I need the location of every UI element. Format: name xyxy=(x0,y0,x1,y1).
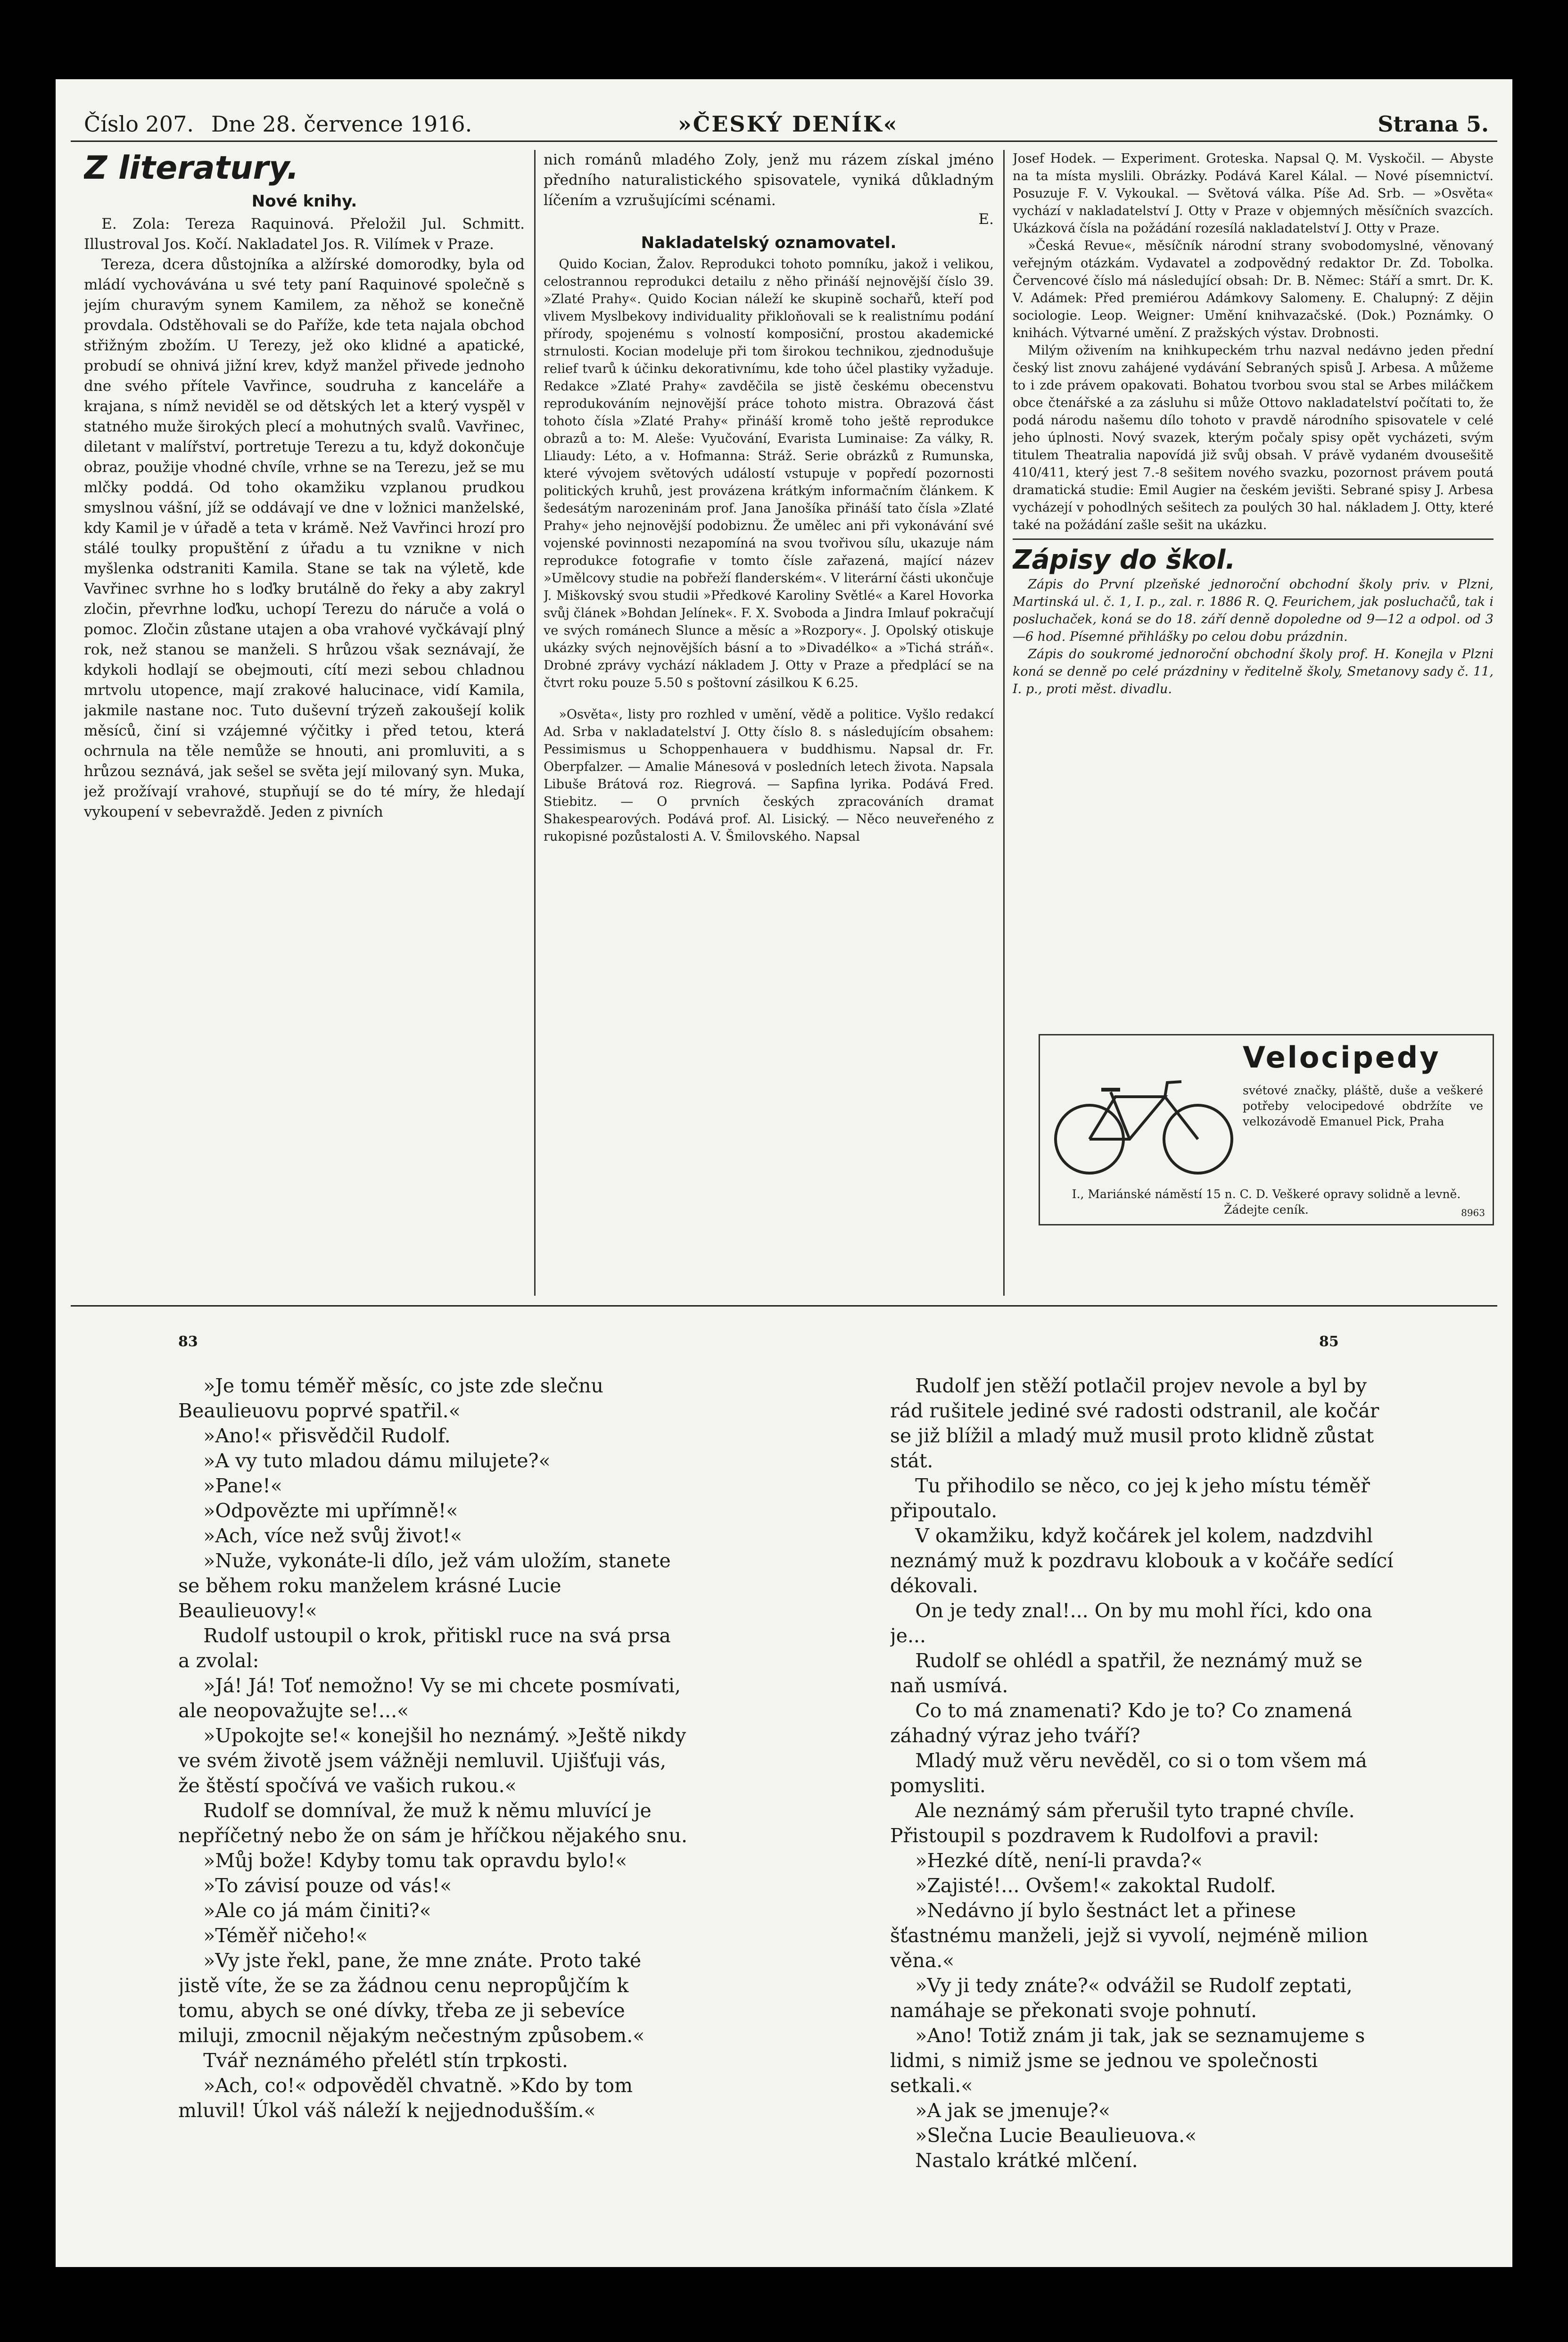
novel-paragraph: »Ano! Totiž znám ji tak, jak se seznamujeme s lidmi, s nimiž jsme se jednou ve společnosti setkali.« xyxy=(890,2024,1365,2097)
masthead: »ČESKÝ DENÍK« xyxy=(678,111,899,137)
subtitle-publisher-notices: Nakladatelský oznamovatel. xyxy=(641,233,897,252)
bottom-rule xyxy=(71,1305,1497,1307)
page-number: Strana 5. xyxy=(1378,111,1489,137)
novel-paragraph: »A jak se jmenuje?« xyxy=(915,2099,1111,2122)
novel-paragraph: »Vy jste řekl, pane, že mne znáte. Proto také jistě víte, že se za žádnou cenu nepropůjčím k tomu, abych se oné dívky, třeba ze ji sebevíce miluji, zmocnil nějakým nečestným způsobem.« xyxy=(178,1949,645,2047)
advertisement-code: 8963 xyxy=(1461,1207,1485,1218)
novel-paragraph: »To závisí pouze od vás!« xyxy=(203,1874,452,1897)
review-continuation: nich románů mladého Zoly, jenž mu rázem získal jméno předního naturalistického spisovatele, vyniká důkladným líčením a vzrušujícími scénami. xyxy=(544,151,994,209)
notice-osveta: »Osvěta«, listy pro rozhled v umění, vědě a politice. Vyšlo redakcí Ad. Srba v nakladatelství J. Otty číslo 8. s následujícím obsahem: Pessimismus u Schoppenhauera v buddhismu. Napsal dr. Fr. Oberpfalzer. — Amalie Mánesová v posledních letech života. Napsala Libuše Brátová roz. Riegrová. — Sapfina lyrika. Podává Fred. Stiebitz. — O prvních českých zpracováních dramat Shakespearových. Podává prof. Al. Lisický. — Něco neuveřeného z rukopisné pozůstalosti A. V. Šmilovského. Napsal xyxy=(544,707,994,844)
novel-page-number-right: 85 xyxy=(1319,1333,1339,1350)
notice-osveta-continued: Josef Hodek. — Experiment. Groteska. Napsal Q. M. Vyskočil. — Abyste na ta místa myslili. Obrázky. Podává Karel Kálal. — Nové písemnictví. Posuzuje F. V. Vykoukal. — Světová válka. Píše Ad. Srb. — »Osvěta« vychází v nakladatelství J. Otty v Praze v objemných měsíčních svazcích. Ukázková čísla na požádání rozesílá nakladatelství J. Otty v Praze. xyxy=(1013,151,1494,236)
novel-paragraph: »Ale co já mám činiti?« xyxy=(203,1899,431,1922)
novel-left-page xyxy=(178,1374,687,2246)
novel-paragraph: »Ach, více než svůj život!« xyxy=(203,1524,462,1547)
section-title-literature: Z literatury. xyxy=(84,150,299,187)
advertisement-address: I., Mariánské náměstí 15 n. C. D. Veškeré opravy solidně a levně. Žádejte ceník. xyxy=(1072,1187,1461,1217)
novel-paragraph: Rudolf ustoupil o krok, přitiskl ruce na svá prsa a zvolal: xyxy=(178,1624,671,1672)
notice-ceska-revue: »Česká Revue«, měsíčník národní strany svobodomyslné, věnovaný veřejným otázkám. Vydavatel a zodpovědný redaktor Dr. Zd. Tobolka. Červencové číslo má následující obsah: Dr. B. Němec: Stáří a smrt. Dr. K. V. Adámek: Před premiérou Adámkovy Salomeny. E. Chalupný: Z dějin sociologie. Leop. Weigner: Umění knihvazačské. (Dok.) Poznámky. O knihách. Výtvarné umění. Z pražských výstav. Drobnosti. xyxy=(1013,239,1494,340)
novel-paragraph: »Ach, co!« odpověděl chvatně. »Kdo by tom mluvil! Úkol váš náleží k nejjednodušším.« xyxy=(178,2074,633,2122)
novel-paragraph: »Pane!« xyxy=(203,1474,282,1497)
review-signature: E. xyxy=(978,211,994,228)
novel-paragraph: Nastalo krátké mlčení. xyxy=(915,2149,1138,2172)
novel-paragraph: »Téměř ničeho!« xyxy=(203,1924,368,1947)
book-entry: E. Zola: Tereza Raquinová. Přeložil Jul. Schmitt. Illustroval Jos. Kočí. Nakladatel Jos. R. Vilímek v Praze. xyxy=(84,215,525,253)
novel-paragraph: Ale neznámý sám přerušil tyto trapné chvíle. Přistoupil s pozdravem k Rudolfovi a pravil: xyxy=(890,1799,1355,1847)
novel-paragraph: »Vy ji tedy znáte?« odvážil se Rudolf zeptati, namáhaje se překonati svoje pohnutí. xyxy=(890,1974,1353,2022)
novel-paragraph: »Odpovězte mi upřímně!« xyxy=(203,1499,458,1522)
novel-paragraph: »Ano!« přisvědčil Rudolf. xyxy=(203,1424,451,1447)
novel-paragraph: »Můj bože! Kdyby tomu tak opravdu bylo!« xyxy=(203,1849,627,1872)
notice-arbes: Milým oživením na knihkupeckém trhu nazval nedávno jeden přední český list znovu zahájené vydávání Sebraných spisů J. Arbesa. A můžeme to i zde právem opakovati. Bohatou tvorbou svou stal se Arbes miláčkem obce čtenářské a za zásluhu si může Ottovo nakladatelství počítati to, že podá národu našemu dílo tohoto v pravdě národního spisovatele v celé jeho úplnosti. Nový svazek, kterým počaly spisy opět vycházeti, svým titulem Theatralia napovídá již svůj obsah. V právě vydaném dvousešitě 410/411, který jest 7.-8 sešitem nového svazku, pozornost právem poutá dramatická studie: Emil Augier na českém jevišti. Sebrané spisy J. Arbesa vycházejí v pohodlných sešitech za poulých 30 hal. nákladem J. Otty, které také na požádání zašle sešit na ukázku. xyxy=(1013,343,1494,532)
novel-paragraph: »Je tomu téměř měsíc, co jste zde slečnu Beaulieuovu poprvé spatřil.« xyxy=(178,1374,603,1422)
novel-paragraph: »Nedávno jí bylo šestnáct let a přinese šťastnému manželi, jejž si vyvolí, nejméně milion věna.« xyxy=(890,1899,1368,1972)
novel-paragraph: Tvář neznámého přelétl stín trpkosti. xyxy=(203,2049,568,2072)
novel-paragraph: Rudolf se ohlédl a spatřil, že neznámý muž se naň usmívá. xyxy=(890,1649,1362,1697)
novel-right-page xyxy=(890,1374,1399,2246)
novel-page-number-left: 83 xyxy=(178,1333,198,1350)
issue-date: Dne 28. července 1916. xyxy=(211,111,472,137)
advertisement-text: svétové značky, pláště, duše a veškeré potřeby velocipedové obdržíte ve velkozávodě Emanuel Pick, Praha xyxy=(1243,1084,1483,1128)
novel-paragraph: »Hezké dítě, není-li pravda?« xyxy=(915,1849,1203,1872)
section-divider xyxy=(1013,538,1494,540)
bicycle-icon xyxy=(1049,1064,1238,1177)
issue-number: Číslo 207. xyxy=(84,111,194,137)
novel-paragraph: Rudolf jen stěží potlačil projev nevole a byl by rád rušitele jediné své radosti odstranil, ale kočár se již blížil a mladý muž musil proto klidně zůstat stát. xyxy=(890,1374,1379,1472)
novel-paragraph: Rudolf se domníval, že muž k němu mluvící je nepříčetný nebo že on sám je hříčkou nějakého snu. xyxy=(178,1799,687,1847)
novel-paragraph: »A vy tuto mladou dámu milujete?« xyxy=(203,1449,551,1472)
section-title-schools: Zápisy do škol. xyxy=(1013,545,1236,575)
notice-zlata-praha: Quido Kocian, Žalov. Reprodukci tohoto pomníku, jakož i velikou, celostrannou reprodukci detailu z něho přináší nejnovější číslo 39. »Zlaté Prahy«. Quido Kocian náleží ke skupině sochařů, kteří pod vlivem Myslbekovy individuality přikloňovali se k realistnímu podání přírody, spojenému s volností komposiční, prostou akademické strnulosti. Kocian modeluje při tom širokou technikou, zjednodušuje relief tvarů k účinku dekorativnímu, kde toho účel plastiky vyžaduje. Redakce »Zlaté Prahy« zavděčila se jistě českému obecenstvu reprodukováním nejnovější práce tohoto mistra. Obrazová část tohoto čísla »Zlaté Prahy« přináší kromě toho ještě reprodukce obrazů a to: M. Aleše: Vyučování, Evarista Luminaise: Za války, R. Lliaudy: Léto, a v. Hofmanna: Stráž. Serie obrázků z Rumunska, které vývojem světových událostí vstupuje v popředí pozornosti politických kruhů, jest provázena krátkým informačním článkem. K šedesátým narozeninám prof. Jana Janošíka přináší tato čísla »Zlaté Prahy« jeho nejnovější podobiznu. Že umělec ani při vykonávání své vojenské povinnosti nezapomíná na svou tvořivou sílu, ukazuje nám reprodukce fotografie v tomto čísle zařazená, mající název »Umělcovy studie na pobřeží flanderském«. V literární části ukončuje J. Miškovský svou studii »Předkové Karoliny Světlé« a Karel Hovorka svůj článek »Bohdan Jelínek«. F. X. Svoboda a Jindra Imlauf pokračují ve svých románech Slunce a měsíc a »Rozpory«. J. Opolský otiskuje ukázky svých nejnovějších básní a to »Divadélko« a »Tichá stráň«. Drobné zprávy vychází nákladem J. Otty v Praze a předplácí se na čtvrt roku pouze 5.50 s poštovní zásilkou K 6.25. xyxy=(544,257,994,690)
novel-paragraph: »Nuže, vykonáte-li dílo, jež vám uložím, stanete se během roku manželem krásné Lucie Beaulieuovy!« xyxy=(178,1549,671,1622)
school-notice-2: Zápis do soukromé jednoroční obchodní školy prof. H. Konejla v Plzni koná se denně po celé prázdniny v ředitelně školy, Smetanovy sady č. 11, I. p., proti měst. divadlu. xyxy=(1013,647,1494,696)
novel-paragraph: Mladý muž věru nevěděl, co si o tom všem má pomysliti. xyxy=(890,1749,1367,1797)
subtitle-new-books: Nové knihy. xyxy=(251,192,357,211)
newspaper-page xyxy=(56,79,1512,2267)
school-notice-1: Zápis do První plzeňské jednoroční obchodní školy priv. v Plzni, Martinská ul. č. 1, I. p., zal. r. 1886 R. Q. Feurichem, jak posluchačů, tak i posluchaček, koná se do 18. září denně dopoledne od 9—12 a odpol. od 3—6 hod. Písemné přihlášky po celou dobu prázdnin. xyxy=(1013,577,1494,644)
novel-paragraph: Co to má znamenati? Kdo je to? Co znamená záhadný výraz jeho tváří? xyxy=(890,1699,1353,1747)
column-rule-2 xyxy=(1003,150,1005,1296)
novel-paragraph: »Slečna Lucie Beaulieuova.« xyxy=(915,2124,1197,2147)
novel-paragraph: »Zajisté!... Ovšem!« zakoktal Rudolf. xyxy=(915,1874,1276,1897)
column-literature xyxy=(84,150,525,1296)
novel-paragraph: Tu přihodilo se něco, co jej k jeho místu téměř připoutalo. xyxy=(890,1474,1370,1522)
novel-paragraph: On je tedy znal!... On by mu mohl říci, kdo ona je... xyxy=(890,1599,1372,1647)
bicycle-advertisement xyxy=(1039,1034,1494,1225)
advertisement-brand: Velocipedy xyxy=(1243,1040,1441,1075)
review-paragraph: Tereza, dcera důstojníka a alžírské domorodky, byla od mládí vychovávána u své tety paní Raquinové společně s jejím churavým synem Kamilem, za něhož se konečně provdala. Odstěhovali se do Paříže, kde teta najala obchod střižným zbožím. U Terezy, jež oko klidné a apatické, probudí se ohnivá jižní krev, když manžel přivede jednoho dne svého přítele Vavřince, soudruha z kanceláře a krajana, s nímž neviděl se od dětských let a který vyspěl v statného muže širokých plecí a mohutných svalů. Vavřinec, diletant v malířství, portretuje Terezu a tu, když dokončuje obraz, použije vhodné chvíle, vrhne se na Terezu, jež se mu mlčky poddá. Od toho okamžiku vzplanou prudkou smyslnou vášní, jíž se oddávají ve dne v ložnici manželské, kdy Kamil je v úřadě a teta v krámě. Než Vavřinci hrozí pro stálé toulky propuštění z úřadu a tu vznikne v nich myšlenka odstraniti Kamila. Stane se tak na výletě, kde Vavřinec svrhne ho s loďky brutálně do řeky a aby zakryl zločin, převrhne loďku, uchopí Terezu do náruče a volá o pomoc. Zločin zůstane utajen a oba vrahové vyčkávají plný rok, než stanou se manželi. S hrůzou však seznávají, že kdykoli hodlají se obejmouti, cítí mezi sebou chladnou mrtvolu utopence, mají zrakové halucinace, vidí Kamila, jakmile nastane noc. Tuto duševní trýzeň zakoušejí kolik měsíců, činí si vzájemné výčitky i před tetou, která ochrnula na těle nemůže se hnouti, ani promluviti, a s hrůzou seznává, jak sešel se světa její milovaný syn. Muka, jež prožívají vrahové, stupňují se do té míry, že hledají vykoupení v sebevraždě. Jeden z pivních xyxy=(84,256,525,820)
column-rule-1 xyxy=(534,150,536,1296)
column-publishers xyxy=(544,150,994,1296)
novel-paragraph: »Já! Já! Toť nemožno! Vy se mi chcete posmívati, ale neopovažujte se!...« xyxy=(178,1674,681,1722)
novel-paragraph: V okamžiku, když kočárek jel kolem, nadzdvihl neznámý muž k pozdravu klobouk a v kočáře sedící dékovali. xyxy=(890,1524,1394,1597)
novel-paragraph: »Upokojte se!« konejšil ho neznámý. »Ještě nikdy ve svém životě jsem vážněji nemluvil. Ujišťuji vás, že štěstí spočívá ve vašich rukou.« xyxy=(178,1724,686,1797)
header-rule xyxy=(71,141,1497,142)
column-notices xyxy=(1013,150,1494,1027)
